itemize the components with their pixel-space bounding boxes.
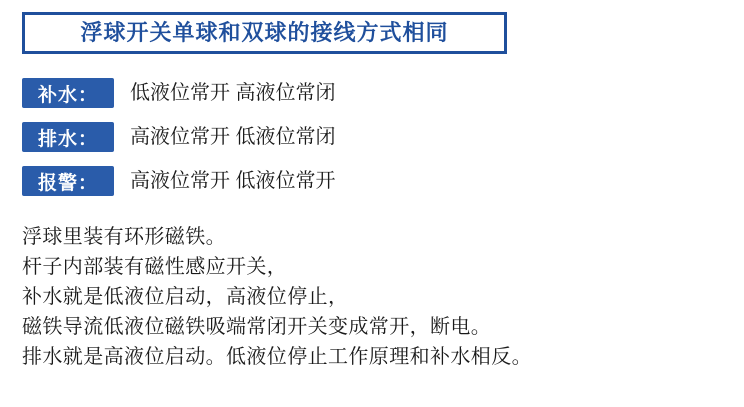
mode-tag-label: 报警： <box>22 166 114 196</box>
body-line: 杆子内部装有磁性感应开关， <box>22 256 288 278</box>
mode-row <box>22 166 722 196</box>
body-paragraph <box>22 222 734 372</box>
page-title: 浮球开关单球和双球的接线方式相同 <box>80 20 449 45</box>
body-line: 浮球里装有环形磁铁。 <box>22 226 226 248</box>
mode-description: 低液位常开 高液位常闭 <box>130 82 336 104</box>
mode-description: 高液位常开 低液位常闭 <box>130 126 336 148</box>
mode-list <box>22 78 722 210</box>
title-banner <box>22 12 507 54</box>
mode-tag-label: 补水： <box>22 78 114 108</box>
mode-row <box>22 122 722 152</box>
body-line: 排水就是高液位启动。低液位停止工作原理和补水相反。 <box>22 346 532 368</box>
mode-tag-label: 排水： <box>22 122 114 152</box>
mode-description: 高液位常开 低液位常开 <box>130 170 336 192</box>
body-line: 磁铁导流低液位磁铁吸端常闭开关变成常开，断电。 <box>22 316 492 338</box>
mode-row <box>22 78 722 108</box>
body-line: 补水就是低液位启动，高液位停止， <box>22 286 349 308</box>
